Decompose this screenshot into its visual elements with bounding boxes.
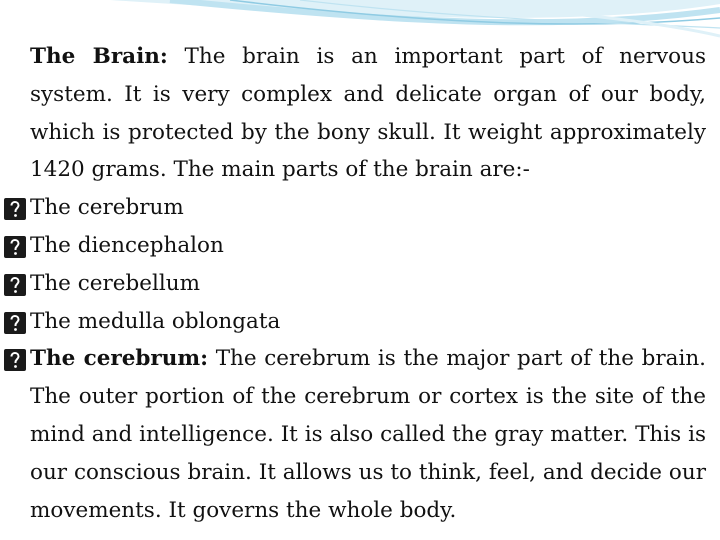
intro-term: The Brain: xyxy=(30,44,168,69)
list-item xyxy=(30,265,706,303)
missing-glyph-box-icon xyxy=(3,311,27,335)
missing-glyph-box-icon xyxy=(3,235,27,259)
list-item-label: The medulla oblongata xyxy=(30,308,281,334)
list-item xyxy=(30,227,706,265)
intro-text: The brain is an important part of nervous system. It is very complex and delicate organ of our body, which is protected by the bony skull. It weight approximately 1420 grams. The main parts of the brain are:- xyxy=(30,44,706,183)
missing-glyph-box-icon xyxy=(3,273,27,297)
cerebrum-text: The cerebrum is the major part of the brain. The outer portion of the cerebrum or cortex is the site of the mind and intelligence. It is also called the gray matter. This is our conscious brain. It allows us to think, feel, and decide our movements. It governs the whole body. xyxy=(30,346,707,523)
slide-body xyxy=(30,38,706,529)
list-item xyxy=(30,303,706,341)
list-item-label: The cerebellum xyxy=(30,270,200,296)
missing-glyph-box-icon xyxy=(3,197,27,221)
missing-glyph-box-icon xyxy=(3,348,27,372)
cerebrum-paragraph xyxy=(30,340,706,529)
cerebrum-term: The cerebrum: xyxy=(30,346,209,372)
intro-paragraph xyxy=(30,38,706,189)
list-item xyxy=(30,189,706,227)
list-item-label: The diencephalon xyxy=(30,232,224,258)
list-item-label: The cerebrum xyxy=(30,195,184,221)
